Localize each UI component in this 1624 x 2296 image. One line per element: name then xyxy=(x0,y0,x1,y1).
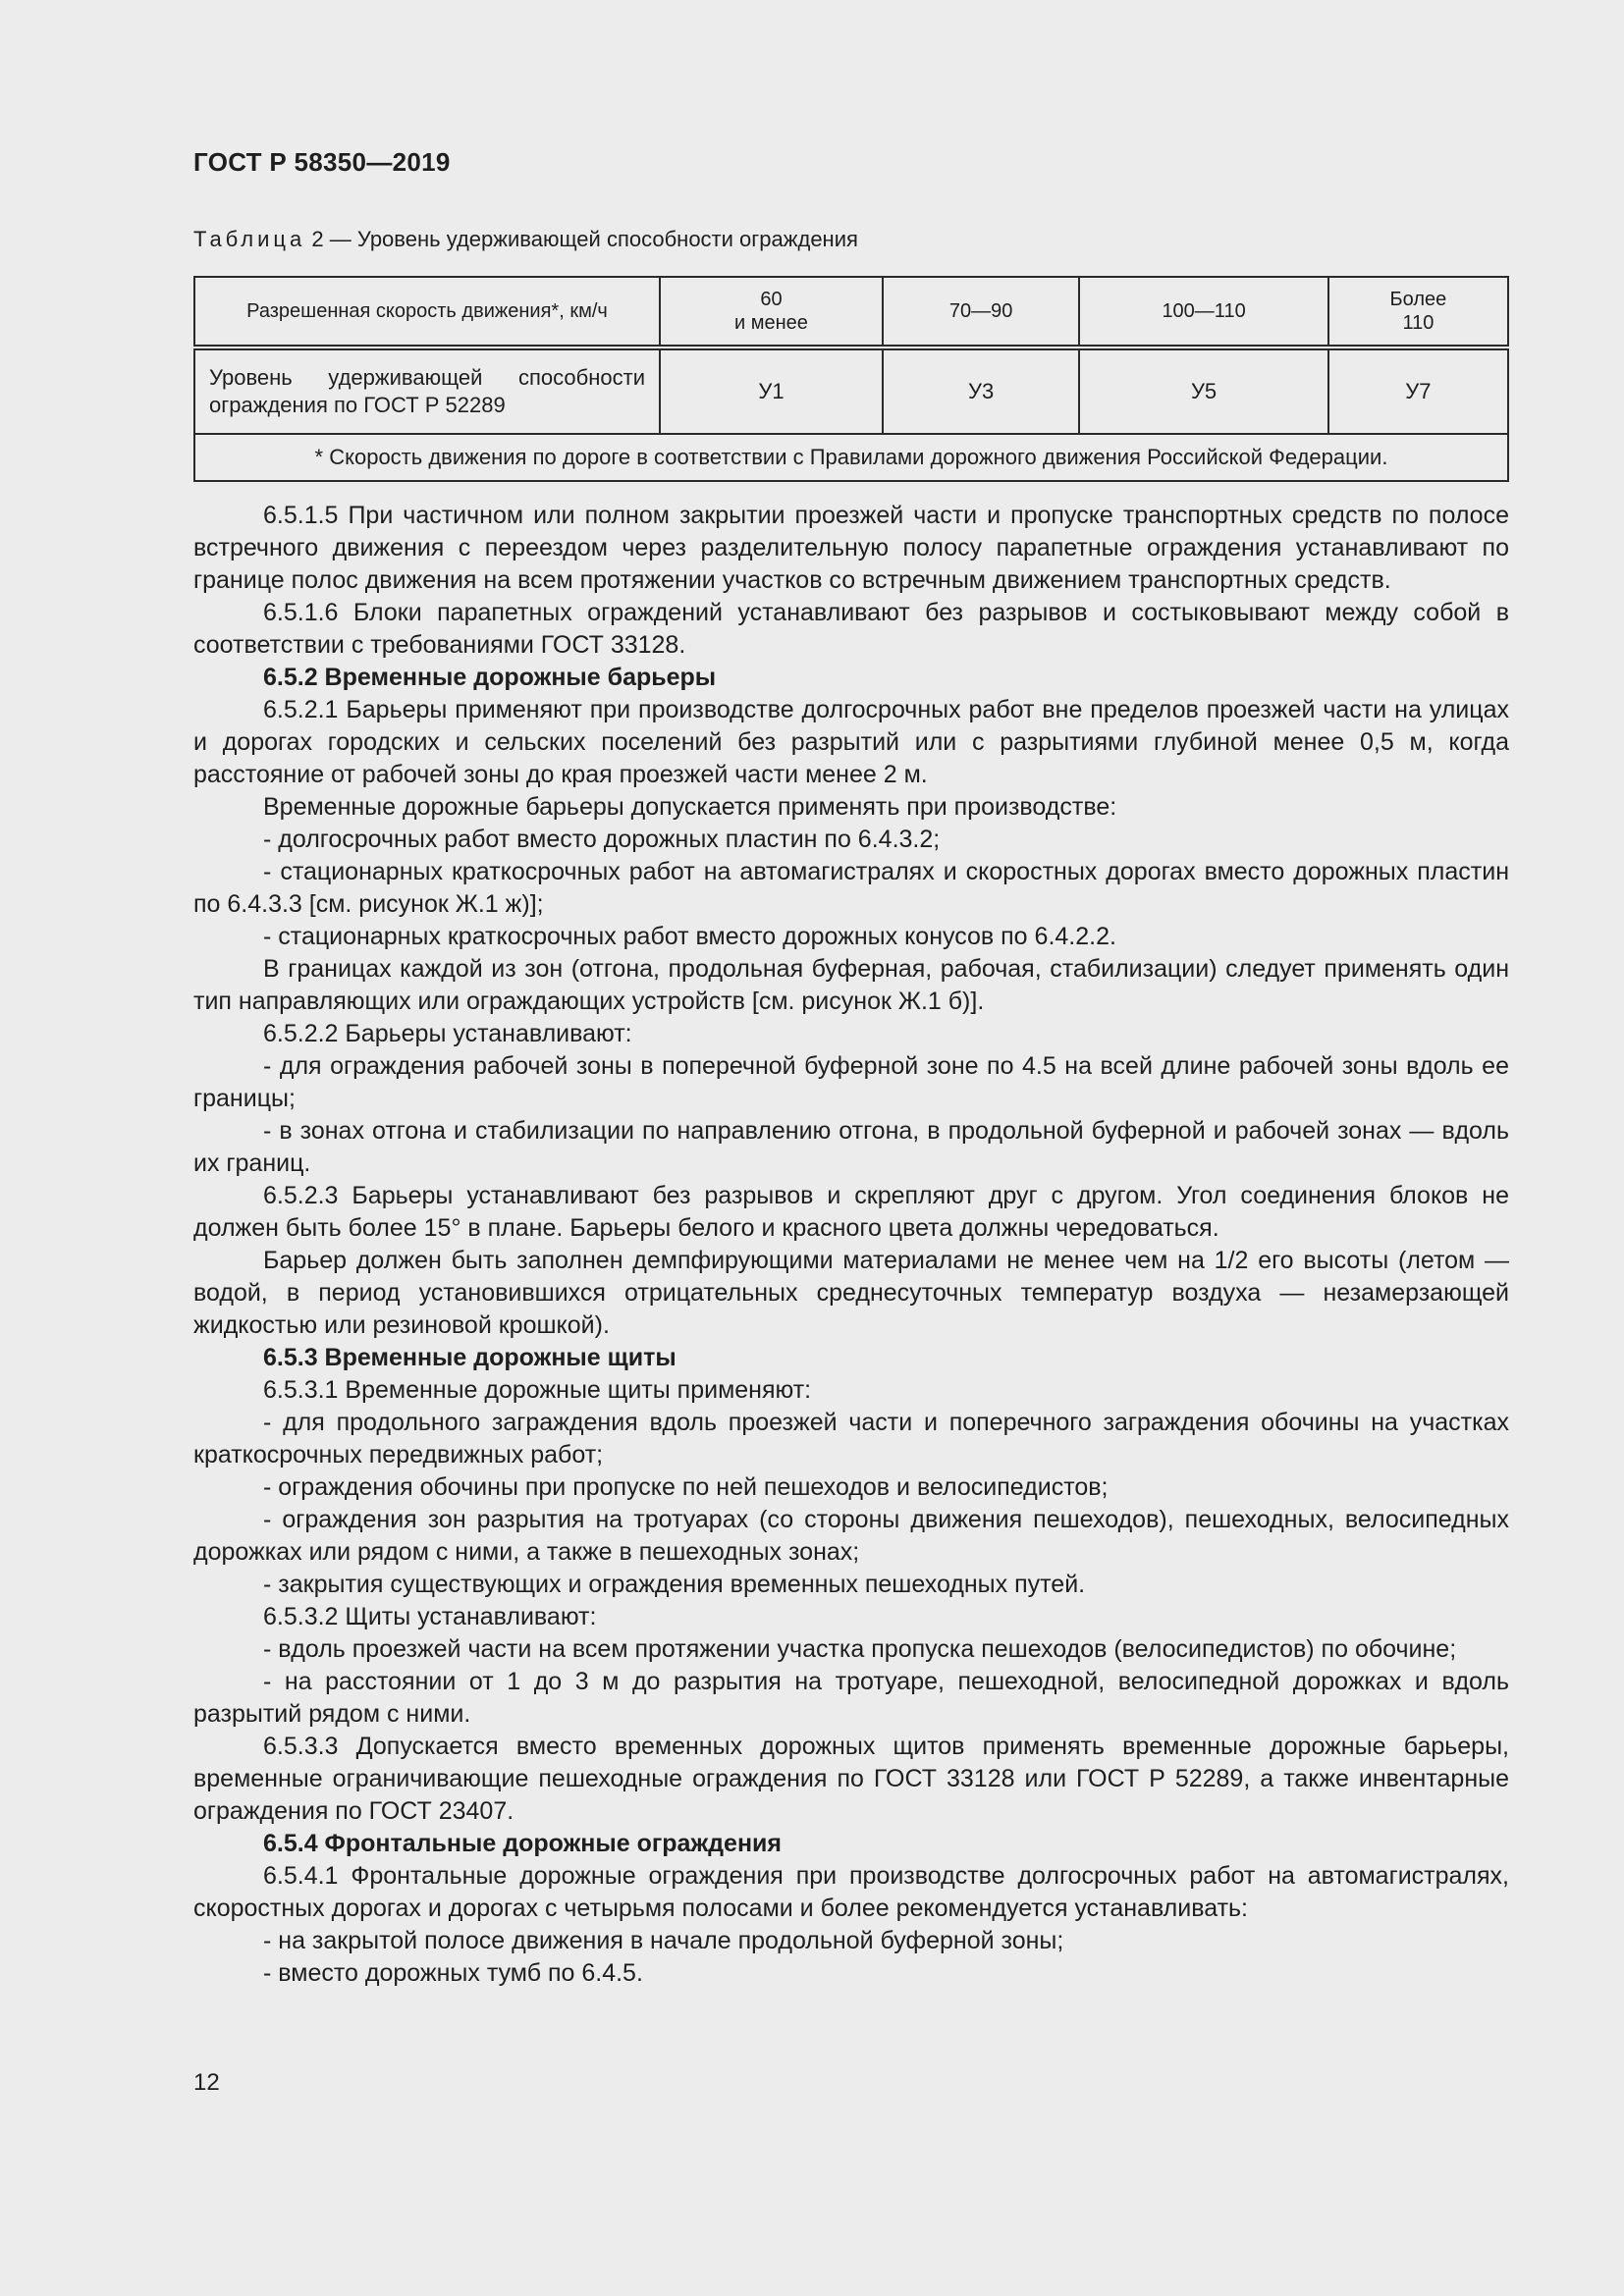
list-item: - долгосрочных работ вместо дорожных пластин по 6.4.3.2; xyxy=(263,826,941,853)
paragraph: 6.5.3.3 Допускается вместо временных дорожных щитов применять временные дорожные барьеры, временные ограничивающие пешеходные ограждения по ГОСТ 33128 или ГОСТ Р 52289, а также инвентарные ограждения по ГОСТ 23407. xyxy=(193,1733,1509,1825)
list-item: - стационарных краткосрочных работ вместо дорожных конусов по 6.4.2.2. xyxy=(263,923,1116,950)
list-item: - на закрытой полосе движения в начале продольной буферной зоны; xyxy=(263,1927,1064,1954)
paragraph: 6.5.3.1 Временные дорожные щиты применяют: xyxy=(263,1376,812,1404)
paragraph: 6.5.3.2 Щиты устанавливают: xyxy=(263,1603,597,1630)
paragraph: 6.5.1.5 При частичном или полном закрытии проезжей части и пропуске транспортных средств по полосе встречного движения с переездом через разделительную полосу парапетные ограждения устанавливают по границе полос движения на всем протяжении участков со встречным движением транспортных средств. xyxy=(193,502,1509,594)
level-cell-3: У5 xyxy=(1079,347,1327,434)
list-item: - для продольного заграждения вдоль проезжей части и поперечного заграждения обочины на участках краткосрочных передвижных работ; xyxy=(193,1409,1509,1468)
level-cell-1: У1 xyxy=(660,347,883,434)
list-item: - на расстоянии от 1 до 3 м до разрытия на тротуаре, пешеходной, велосипедной дорожках и вдоль разрытий рядом с ними. xyxy=(193,1668,1509,1728)
page-header: ГОСТ Р 58350—2019 xyxy=(193,147,451,177)
list-item: - в зонах отгона и стабилизации по направлению отгона, в продольной буферной и рабочей зонах — вдоль их границ. xyxy=(193,1117,1509,1177)
list-item: - стационарных краткосрочных работ на автомагистралях и скоростных дорогах вместо дорожных пластин по 6.4.3.3 [см. рисунок Ж.1 ж)]; xyxy=(193,858,1509,918)
paragraph: 6.5.1.6 Блоки парапетных ограждений устанавливают без разрывов и состыковывают между собой в соответствии с требованиями ГОСТ 33128. xyxy=(193,599,1509,659)
body-text xyxy=(193,500,1509,1990)
list-item: - для ограждения рабочей зоны в поперечной буферной зоне по 4.5 на всей длине рабочей зоны вдоль ее границы; xyxy=(193,1052,1509,1112)
section-heading: 6.5.4 Фронтальные дорожные ограждения xyxy=(263,1830,783,1857)
section-heading: 6.5.2 Временные дорожные барьеры xyxy=(263,664,717,691)
restraint-level-table xyxy=(193,276,1509,482)
list-item: - ограждения зон разрытия на тротуарах (со стороны движения пешеходов), пешеходных, велосипедных дорожках или рядом с ними, а также в пешеходных зонах; xyxy=(193,1506,1509,1566)
paragraph: В границах каждой из зон (отгона, продольная буферная, рабочая, стабилизации) следует применять один тип направляющих или ограждающих устройств [см. рисунок Ж.1 б)]. xyxy=(193,955,1509,1015)
table-data-row xyxy=(194,347,1508,434)
paragraph: Барьер должен быть заполнен демпфирующими материалами не менее чем на 1/2 его высоты (летом — водой, в период установившихся отрицательных среднесуточных температур воздуха — незамерзающей жидкостью или резиновой крошкой). xyxy=(193,1247,1509,1339)
list-item: - вместо дорожных тумб по 6.4.5. xyxy=(263,1959,643,1987)
speed-col-1-line2: и менее xyxy=(734,312,808,334)
table-header-row xyxy=(194,277,1508,347)
speed-col-4 xyxy=(1328,277,1508,347)
speed-col-3: 100—110 xyxy=(1079,277,1327,347)
paragraph: 6.5.2.1 Барьеры применяют при производстве долгосрочных работ вне пределов проезжей части на улицах и дорогах городских и сельских поселений без разрытий или с разрытиями глубиной менее 0,5 м, когда расстояние от рабочей зоны до края проезжей части менее 2 м. xyxy=(193,696,1509,788)
list-item: - ограждения обочины при пропуске по ней пешеходов и велосипедистов; xyxy=(263,1473,1109,1501)
speed-col-4-line2: 110 xyxy=(1402,312,1435,334)
list-item: - закрытия существующих и ограждения временных пешеходных путей. xyxy=(263,1571,1086,1598)
paragraph: Временные дорожные барьеры допускается применять при производстве: xyxy=(263,793,1117,821)
speed-col-1 xyxy=(660,277,883,347)
paragraph: 6.5.2.2 Барьеры устанавливают: xyxy=(263,1020,632,1047)
table-footnote-row xyxy=(194,434,1508,481)
level-cell-2: У3 xyxy=(883,347,1079,434)
section-heading: 6.5.3 Временные дорожные щиты xyxy=(263,1344,677,1371)
table-caption-label: Таблица xyxy=(193,227,306,251)
speed-col-1-line1: 60 xyxy=(760,289,783,310)
speed-col-2: 70—90 xyxy=(883,277,1079,347)
level-row-label: Уровень удерживающей способности ограждения по ГОСТ Р 52289 xyxy=(194,347,660,434)
paragraph: 6.5.2.3 Барьеры устанавливают без разрывов и скрепляют друг с другом. Угол соединения блоков не должен быть более 15° в плане. Барьеры белого и красного цвета должны чередоваться. xyxy=(193,1182,1509,1242)
table-footnote: * Скорость движения по дороге в соответствии с Правилами дорожного движения Российской Федерации. xyxy=(194,434,1508,481)
paragraph: 6.5.4.1 Фронтальные дорожные ограждения при производстве долгосрочных работ на автомагистралях, скоростных дорогах и дорогах с четырьмя полосами и более рекомендуется устанавливать: xyxy=(193,1862,1509,1922)
speed-col-4-line1: Более xyxy=(1389,289,1447,310)
page-number: 12 xyxy=(193,2069,220,2096)
list-item: - вдоль проезжей части на всем протяжении участка пропуска пешеходов (велосипедистов) по обочине; xyxy=(263,1635,1457,1663)
speed-header-cell: Разрешенная скорость движения*, км/ч xyxy=(194,277,660,347)
table-caption-title: 2 — Уровень удерживающей способности ограждения xyxy=(305,227,858,251)
level-cell-4: У7 xyxy=(1328,347,1508,434)
table-caption xyxy=(193,227,858,252)
